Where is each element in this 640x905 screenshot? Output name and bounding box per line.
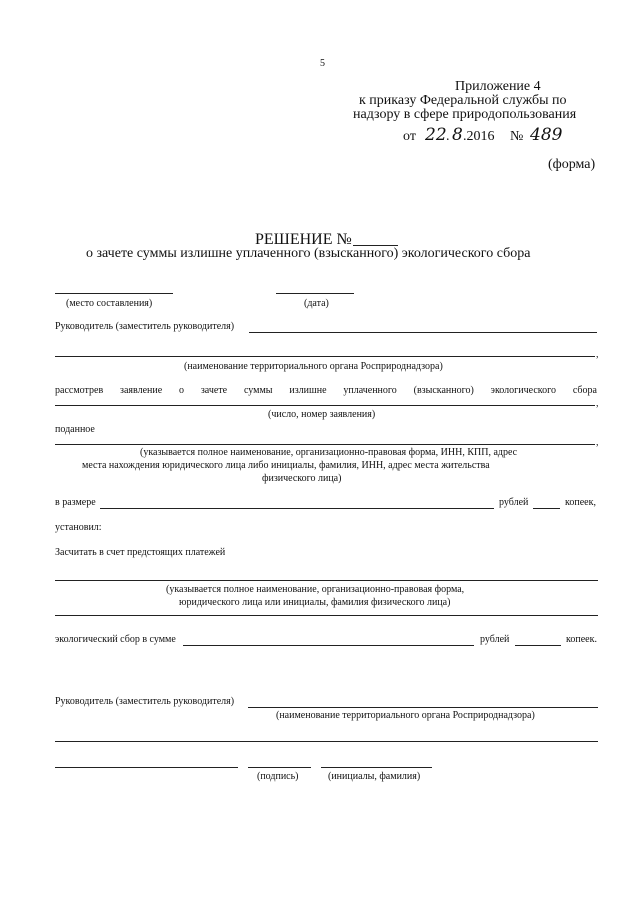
rubles-label-2: рублей [480, 634, 510, 645]
org-line [55, 356, 595, 357]
org-caption-2: (наименование территориального органа Росприроднадзора) [276, 710, 535, 721]
payer2-line [55, 580, 598, 581]
payer-caption-2: места нахождения юридического лица либо инициалы, фамилия, ИНН, адрес места жительства [82, 460, 490, 471]
date-dot: . [446, 129, 450, 144]
considered-statement [55, 385, 597, 396]
payer2-caption-2: юридического лица или инициалы, фамилия физического лица) [179, 597, 451, 608]
head-line-2 [248, 707, 598, 708]
number-handwritten: 489 [530, 125, 563, 145]
application-caption: (число, номер заявления) [268, 409, 376, 420]
kopecks-label-2: копеек. [566, 634, 597, 645]
amount-label: в размере [55, 497, 96, 508]
org-caption: (наименование территориального органа Росприроднадзора) [184, 361, 443, 372]
word: суммы [243, 385, 273, 396]
document-subtitle: о зачете суммы излишне уплаченного (взысканного) экологического сбора [86, 246, 531, 261]
appendix-order: к приказу Федеральной службы по [359, 93, 567, 108]
word: уплаченного [343, 385, 397, 396]
eco-fee-label: экологический сбор в сумме [55, 634, 176, 645]
word: экологического [490, 385, 556, 396]
document-title: РЕШЕНИЕ № [255, 231, 352, 248]
payer2-caption-1: (указывается полное наименование, организационно-правовая форма, [166, 584, 465, 595]
place-caption: (место составления) [66, 298, 153, 309]
head-label-2: Руководитель (заместитель руководителя) [55, 696, 235, 707]
page-number: 5 [320, 58, 325, 69]
rubles-label: рублей [499, 497, 529, 508]
established-label: установил: [55, 522, 102, 533]
submitted-label: поданное [55, 424, 95, 435]
head-label: Руководитель (заместитель руководителя) [55, 321, 235, 332]
word: излишне [289, 385, 327, 396]
word: (взысканного) [413, 385, 474, 396]
date-prefix: от [403, 129, 416, 144]
date-year: .2016 [463, 129, 495, 144]
word: сбора [572, 385, 597, 396]
payer-caption-3: физического лица) [262, 473, 342, 484]
eco-rubles-line [183, 645, 474, 646]
comma: , [596, 437, 599, 448]
date-caption: (дата) [304, 298, 329, 309]
amount-rubles-line [100, 508, 494, 509]
payer-caption-1: (указывается полное наименование, организационно-правовая форма, ИНН, КПП, адрес [140, 447, 518, 458]
signature-caption: (подпись) [257, 771, 299, 782]
signature-line [248, 767, 311, 768]
word: рассмотрев [55, 385, 104, 396]
head-line [249, 332, 597, 333]
place-line [55, 293, 173, 294]
appendix-agency: надзору в сфере природопользования [353, 107, 577, 122]
date-day-handwritten: 22 [425, 125, 447, 145]
eco-kopecks-line [515, 645, 561, 646]
date-month-handwritten: 8 [452, 125, 463, 145]
number-prefix: № [510, 129, 524, 144]
comma: , [596, 349, 599, 360]
sign-blank-line [55, 767, 238, 768]
comma: , [596, 398, 599, 409]
word: о [179, 385, 185, 396]
initials-line [321, 767, 432, 768]
amount-kopecks-line [533, 508, 560, 509]
org-line-2 [55, 741, 598, 742]
appendix-title: Приложение 4 [455, 79, 541, 94]
date-line [276, 293, 354, 294]
initials-caption: (инициалы, фамилия) [328, 771, 421, 782]
payer2-extra-line [55, 615, 598, 616]
word: зачете [200, 385, 228, 396]
application-line [55, 405, 595, 406]
payer-line [55, 444, 595, 445]
kopecks-label: копеек, [565, 497, 596, 508]
form-note: (форма) [548, 157, 596, 172]
word: заявление [120, 385, 163, 396]
offset-label: Засчитать в счет предстоящих платежей [55, 547, 226, 558]
